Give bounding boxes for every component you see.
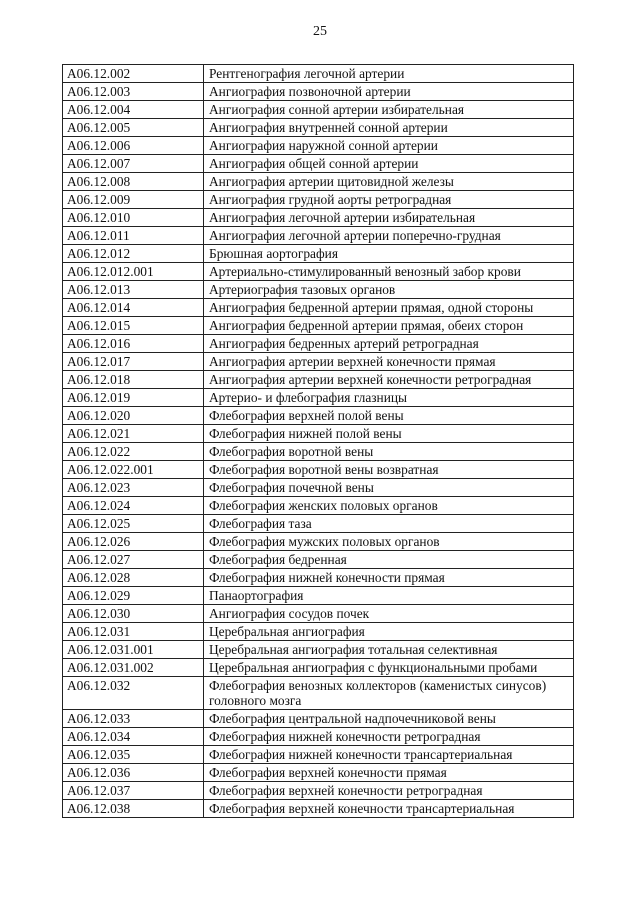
procedure-code: А06.12.023: [63, 479, 204, 497]
table-row: [63, 191, 574, 209]
table-row: [63, 83, 574, 101]
procedure-code: А06.12.003: [63, 83, 204, 101]
table-row: [63, 497, 574, 515]
table-body: [63, 65, 574, 818]
table-row: [63, 155, 574, 173]
procedure-name: Флебография почечной вены: [204, 479, 574, 497]
procedure-code: А06.12.031.002: [63, 659, 204, 677]
table-row: [63, 119, 574, 137]
table-row: [63, 479, 574, 497]
procedure-code: А06.12.037: [63, 782, 204, 800]
procedure-code: А06.12.031: [63, 623, 204, 641]
procedure-name: Церебральная ангиография: [204, 623, 574, 641]
procedure-name: Ангиография бедренных артерий ретроградная: [204, 335, 574, 353]
procedure-code: А06.12.012: [63, 245, 204, 263]
procedure-name: Флебография нижней конечности трансартериальная: [204, 746, 574, 764]
procedure-code: А06.12.018: [63, 371, 204, 389]
procedure-code: А06.12.026: [63, 533, 204, 551]
procedure-code: А06.12.038: [63, 800, 204, 818]
procedure-code: А06.12.029: [63, 587, 204, 605]
procedure-name: Флебография таза: [204, 515, 574, 533]
procedure-code: А06.12.021: [63, 425, 204, 443]
procedure-name: Артериография тазовых органов: [204, 281, 574, 299]
table-row: [63, 209, 574, 227]
procedure-name: Рентгенография легочной артерии: [204, 65, 574, 83]
procedure-code: А06.12.028: [63, 569, 204, 587]
table-row: [63, 299, 574, 317]
procedure-name: Флебография женских половых органов: [204, 497, 574, 515]
table-row: [63, 764, 574, 782]
procedure-code: А06.12.012.001: [63, 263, 204, 281]
table-row: [63, 101, 574, 119]
procedure-name: Ангиография легочной артерии избирательная: [204, 209, 574, 227]
table-row: [63, 551, 574, 569]
procedure-codes-table: [62, 64, 574, 818]
procedure-code: А06.12.031.001: [63, 641, 204, 659]
procedure-name: Ангиография наружной сонной артерии: [204, 137, 574, 155]
table-row: [63, 173, 574, 191]
procedure-name: Флебография центральной надпочечниковой вены: [204, 710, 574, 728]
procedure-name: Артерио- и флебография глазницы: [204, 389, 574, 407]
table-row: [63, 389, 574, 407]
procedure-code: А06.12.010: [63, 209, 204, 227]
procedure-name: Флебография мужских половых органов: [204, 533, 574, 551]
procedure-code: А06.12.033: [63, 710, 204, 728]
page-number: 25: [313, 24, 327, 39]
procedure-name: Флебография бедренная: [204, 551, 574, 569]
procedure-name: Флебография верхней конечности трансартериальная: [204, 800, 574, 818]
procedure-code: А06.12.008: [63, 173, 204, 191]
procedure-name: Флебография воротной вены возвратная: [204, 461, 574, 479]
procedure-code: А06.12.009: [63, 191, 204, 209]
table-row: [63, 137, 574, 155]
procedure-code: А06.12.015: [63, 317, 204, 335]
procedure-code: А06.12.034: [63, 728, 204, 746]
procedure-name: Церебральная ангиография тотальная селективная: [204, 641, 574, 659]
procedure-name: Ангиография бедренной артерии прямая, обеих сторон: [204, 317, 574, 335]
procedure-name: Ангиография грудной аорты ретроградная: [204, 191, 574, 209]
table-row: [63, 353, 574, 371]
procedure-name: Флебография воротной вены: [204, 443, 574, 461]
procedure-name: Флебография верхней полой вены: [204, 407, 574, 425]
table-row: [63, 407, 574, 425]
procedure-code: А06.12.027: [63, 551, 204, 569]
procedure-name: Флебография верхней конечности ретроградная: [204, 782, 574, 800]
procedure-code: А06.12.006: [63, 137, 204, 155]
procedure-name: Ангиография позвоночной артерии: [204, 83, 574, 101]
procedure-code: А06.12.035: [63, 746, 204, 764]
procedure-name: Брюшная аортография: [204, 245, 574, 263]
table-row: [63, 281, 574, 299]
table-row: [63, 533, 574, 551]
procedure-code: А06.12.022: [63, 443, 204, 461]
procedure-name: Ангиография общей сонной артерии: [204, 155, 574, 173]
table-row: [63, 335, 574, 353]
procedure-code: А06.12.013: [63, 281, 204, 299]
table-row: [63, 569, 574, 587]
table-row: [63, 746, 574, 764]
table-row: [63, 443, 574, 461]
table-row: [63, 245, 574, 263]
procedure-name: Ангиография легочной артерии поперечно-грудная: [204, 227, 574, 245]
procedure-code: А06.12.014: [63, 299, 204, 317]
procedure-name: Ангиография бедренной артерии прямая, одной стороны: [204, 299, 574, 317]
table-row: [63, 677, 574, 710]
procedure-code: А06.12.030: [63, 605, 204, 623]
procedure-code: А06.12.016: [63, 335, 204, 353]
procedure-name: Панаортография: [204, 587, 574, 605]
procedure-code: А06.12.024: [63, 497, 204, 515]
table-row: [63, 263, 574, 281]
procedure-name: Флебография верхней конечности прямая: [204, 764, 574, 782]
procedure-name: Церебральная ангиография с функциональными пробами: [204, 659, 574, 677]
table-row: [63, 728, 574, 746]
procedure-code: А06.12.025: [63, 515, 204, 533]
procedure-code: А06.12.019: [63, 389, 204, 407]
procedure-code: А06.12.017: [63, 353, 204, 371]
table-row: [63, 515, 574, 533]
procedure-name: Ангиография артерии верхней конечности ретроградная: [204, 371, 574, 389]
table-row: [63, 461, 574, 479]
table-row: [63, 65, 574, 83]
procedure-name: Флебография нижней конечности ретроградная: [204, 728, 574, 746]
table-row: [63, 371, 574, 389]
table-row: [63, 782, 574, 800]
procedure-name: Ангиография сонной артерии избирательная: [204, 101, 574, 119]
procedure-name: Ангиография внутренней сонной артерии: [204, 119, 574, 137]
procedure-name: Артериально-стимулированный венозный забор крови: [204, 263, 574, 281]
procedure-name: Флебография нижней конечности прямая: [204, 569, 574, 587]
procedure-code: А06.12.020: [63, 407, 204, 425]
table-row: [63, 425, 574, 443]
table-row: [63, 605, 574, 623]
table-row: [63, 710, 574, 728]
procedure-code: А06.12.004: [63, 101, 204, 119]
procedure-code: А06.12.011: [63, 227, 204, 245]
table-row: [63, 623, 574, 641]
procedure-code: А06.12.005: [63, 119, 204, 137]
procedure-code: А06.12.022.001: [63, 461, 204, 479]
table-row: [63, 659, 574, 677]
procedure-code: А06.12.002: [63, 65, 204, 83]
procedure-name: Ангиография артерии щитовидной железы: [204, 173, 574, 191]
table-row: [63, 227, 574, 245]
table-row: [63, 587, 574, 605]
procedure-name: Ангиография артерии верхней конечности прямая: [204, 353, 574, 371]
procedure-name: Флебография венозных коллекторов (каменистых синусов) головного мозга: [204, 677, 574, 710]
procedure-code: А06.12.007: [63, 155, 204, 173]
procedure-code: А06.12.032: [63, 677, 204, 710]
procedure-name: Флебография нижней полой вены: [204, 425, 574, 443]
procedure-code: А06.12.036: [63, 764, 204, 782]
table-row: [63, 641, 574, 659]
procedure-name: Ангиография сосудов почек: [204, 605, 574, 623]
table-row: [63, 317, 574, 335]
table-row: [63, 800, 574, 818]
